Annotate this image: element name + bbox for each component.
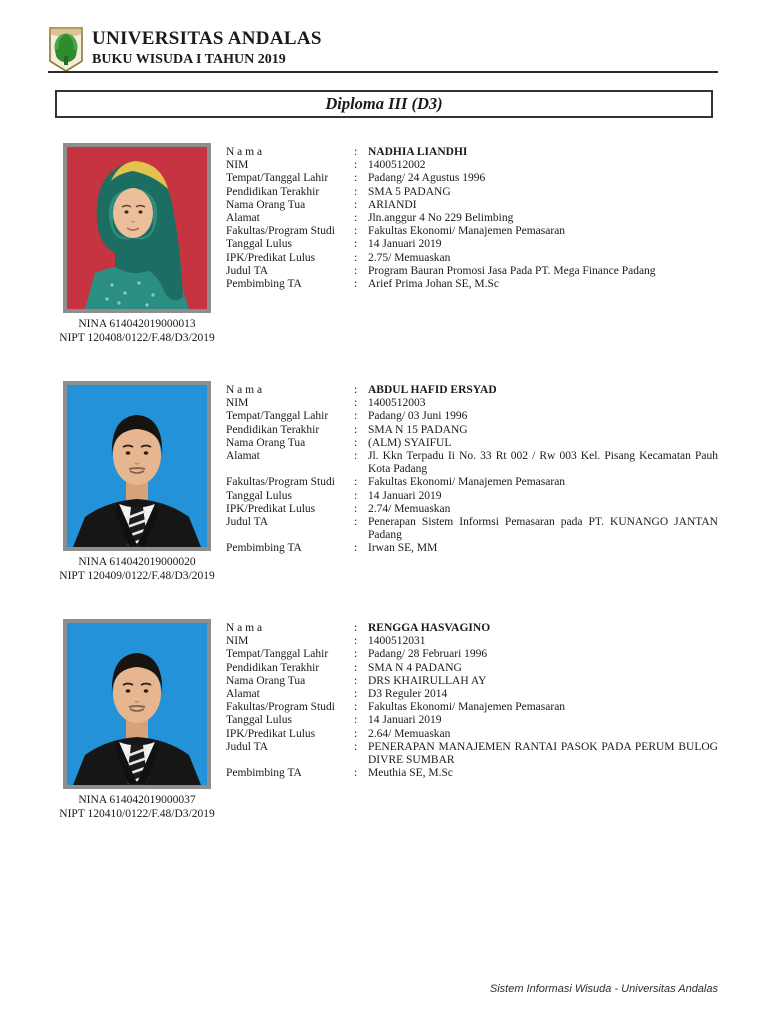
field-value: Jln.anggur 4 No 229 Belimbing (368, 212, 514, 225)
detail-row (226, 159, 718, 172)
field-colon: : (354, 727, 358, 740)
field-label: Alamat (226, 450, 260, 463)
field-label: IPK/Predikat Lulus (226, 727, 316, 740)
field-label: Alamat (226, 688, 260, 701)
field-label: N a m a (226, 622, 263, 634)
detail-row (226, 225, 718, 238)
field-colon: : (354, 450, 358, 463)
university-logo-icon (48, 26, 84, 73)
detail-row (226, 701, 718, 714)
field-value: 14 Januari 2019 (368, 489, 442, 502)
field-label: Tanggal Lulus (226, 238, 292, 251)
field-colon: : (354, 185, 358, 198)
field-value: Padang/ 28 Februari 1996 (368, 648, 488, 661)
field-label: Judul TA (226, 516, 268, 529)
field-value: ABDUL HAFID ERSYAD (368, 384, 497, 396)
field-value: RENGGA HASVAGINO (368, 622, 491, 634)
field-colon: : (354, 410, 358, 423)
field-label: IPK/Predikat Lulus (226, 502, 316, 515)
field-colon: : (354, 635, 358, 648)
detail-row (226, 212, 718, 225)
detail-row (226, 199, 718, 212)
field-value: 14 Januari 2019 (368, 714, 442, 727)
field-colon: : (354, 516, 358, 529)
section-title: Diploma III (D3) (325, 94, 443, 113)
field-colon: : (354, 622, 358, 634)
field-label: Nama Orang Tua (226, 198, 306, 211)
student-photo (63, 619, 211, 789)
field-value: SMA 5 PADANG (368, 185, 451, 198)
field-label: Pembimbing TA (226, 278, 302, 291)
detail-row (226, 542, 718, 555)
field-value: 1400512003 (368, 397, 426, 410)
field-value: Irwan SE, MM (368, 542, 438, 555)
detail-row (226, 741, 718, 767)
detail-row (226, 635, 718, 648)
detail-row (226, 476, 718, 489)
field-label: Tempat/Tanggal Lahir (226, 410, 329, 423)
detail-row (226, 516, 718, 542)
detail-row (226, 450, 718, 476)
field-label: Tanggal Lulus (226, 489, 292, 502)
field-colon: : (354, 767, 358, 780)
field-value: Fakultas Ekonomi/ Manajemen Pemasaran (368, 225, 566, 238)
photo-column (48, 141, 226, 345)
field-label: N a m a (226, 384, 263, 396)
field-colon: : (354, 489, 358, 502)
field-value: PENERAPAN MANAJEMEN RANTAI PASOK PADA PERUM BULOG DIVRE SUMBAR (368, 740, 718, 767)
detail-row (226, 490, 718, 503)
detail-row (226, 278, 718, 291)
field-colon: : (354, 397, 358, 410)
detail-row (226, 767, 718, 780)
field-value: Program Bauran Promosi Jasa Pada PT. Mega Finance Padang (368, 264, 656, 277)
detail-row (226, 410, 718, 423)
field-label: Alamat (226, 212, 260, 225)
field-colon: : (354, 198, 358, 211)
student-details (226, 141, 718, 345)
field-value: (ALM) SYAIFUL (368, 436, 452, 449)
student-photo (63, 143, 211, 313)
photo-column (48, 617, 226, 821)
field-colon: : (354, 661, 358, 674)
detail-row (226, 238, 718, 251)
field-colon: : (354, 740, 358, 753)
field-colon: : (354, 542, 358, 555)
student-record (48, 141, 718, 345)
student-record (48, 379, 718, 583)
detail-row (226, 172, 718, 185)
field-value: SMA N 4 PADANG (368, 661, 462, 674)
nina-number: NINA 614042019000013 (78, 318, 196, 330)
field-colon: : (354, 212, 358, 225)
detail-row (226, 397, 718, 410)
field-label: Pembimbing TA (226, 542, 302, 555)
field-colon: : (354, 714, 358, 727)
field-label: Fakultas/Program Studi (226, 225, 335, 238)
field-colon: : (354, 436, 358, 449)
field-value: 2.74/ Memuaskan (368, 502, 451, 515)
field-label: Pendidikan Terakhir (226, 423, 320, 436)
field-colon: : (354, 146, 358, 158)
detail-row (226, 648, 718, 661)
field-value: Penerapan Sistem Informsi Pemasaran pada PT. KUNANGO JANTAN Padang (368, 516, 718, 542)
field-label: N a m a (226, 146, 263, 158)
field-label: Tempat/Tanggal Lahir (226, 172, 329, 185)
detail-row (226, 728, 718, 741)
field-label: IPK/Predikat Lulus (226, 251, 316, 264)
student-record (48, 617, 718, 821)
field-value: NADHIA LIANDHI (368, 146, 468, 158)
field-label: Pendidikan Terakhir (226, 185, 320, 198)
detail-row (226, 437, 718, 450)
male-portrait-graphic (67, 385, 207, 547)
detail-row (226, 662, 718, 675)
field-colon: : (354, 423, 358, 436)
detail-row (226, 622, 718, 635)
student-list (48, 141, 718, 855)
photo-column (48, 379, 226, 583)
field-colon: : (354, 264, 358, 277)
detail-row (226, 265, 718, 278)
field-label: Judul TA (226, 264, 268, 277)
footer-text: Sistem Informasi Wisuda - Universitas Andalas (489, 983, 718, 995)
field-label: Nama Orang Tua (226, 674, 306, 687)
field-colon: : (354, 502, 358, 515)
field-label: Pendidikan Terakhir (226, 661, 320, 674)
student-photo (63, 381, 211, 551)
field-colon: : (354, 688, 358, 701)
detail-row (226, 146, 718, 159)
photo-caption (48, 793, 226, 821)
field-colon: : (354, 648, 358, 661)
field-label: Fakultas/Program Studi (226, 701, 335, 714)
field-value: Arief Prima Johan SE, M.Sc (368, 278, 499, 291)
detail-row (226, 186, 718, 199)
field-colon: : (354, 225, 358, 238)
field-colon: : (354, 701, 358, 714)
field-value: 14 Januari 2019 (368, 238, 442, 251)
field-label: Judul TA (226, 740, 268, 753)
detail-row (226, 503, 718, 516)
header-titles (92, 26, 322, 68)
nipt-number: NIPT 120408/0122/F.48/D3/2019 (59, 332, 215, 344)
field-label: NIM (226, 635, 249, 648)
field-colon: : (354, 384, 358, 396)
female-portrait-graphic (67, 147, 207, 309)
field-value: 2.64/ Memuaskan (368, 727, 451, 740)
field-value: DRS KHAIRULLAH AY (368, 674, 487, 687)
student-details (226, 617, 718, 821)
field-colon: : (354, 278, 358, 291)
nipt-number: NIPT 120410/0122/F.48/D3/2019 (59, 808, 215, 820)
nina-number: NINA 614042019000037 (78, 794, 196, 806)
student-details (226, 379, 718, 583)
header-divider (48, 71, 718, 73)
field-value: Fakultas Ekonomi/ Manajemen Pemasaran (368, 701, 566, 714)
field-label: NIM (226, 159, 249, 172)
field-colon: : (354, 159, 358, 172)
field-value: Jl. Kkn Terpadu Ii No. 33 Rt 002 / Rw 003 Kel. Pisang Kecamatan Pauh Kota Padang (368, 450, 718, 476)
book-title: BUKU WISUDA I TAHUN 2019 (92, 52, 286, 67)
field-value: ARIANDI (368, 198, 417, 211)
document-header (48, 26, 718, 73)
field-label: Fakultas/Program Studi (226, 476, 335, 489)
field-value: 1400512031 (368, 635, 426, 648)
field-value: Fakultas Ekonomi/ Manajemen Pemasaran (368, 476, 566, 489)
section-title-box (55, 90, 713, 118)
field-label: Tempat/Tanggal Lahir (226, 648, 329, 661)
university-name: UNIVERSITAS ANDALAS (92, 28, 322, 49)
field-colon: : (354, 172, 358, 185)
photo-caption (48, 317, 226, 345)
field-value: D3 Reguler 2014 (368, 688, 448, 701)
field-label: Tanggal Lulus (226, 714, 292, 727)
field-colon: : (354, 238, 358, 251)
detail-row (226, 252, 718, 265)
field-label: Pembimbing TA (226, 767, 302, 780)
detail-row (226, 675, 718, 688)
field-value: Meuthia SE, M.Sc (368, 767, 453, 780)
photo-caption (48, 555, 226, 583)
detail-row (226, 424, 718, 437)
field-label: Nama Orang Tua (226, 436, 306, 449)
detail-row (226, 384, 718, 397)
nina-number: NINA 614042019000020 (78, 556, 196, 568)
field-value: Padang/ 03 Juni 1996 (368, 410, 468, 423)
detail-row (226, 688, 718, 701)
detail-row (226, 714, 718, 727)
male-portrait-graphic (67, 623, 207, 785)
field-value: Padang/ 24 Agustus 1996 (368, 172, 486, 185)
field-label: NIM (226, 397, 249, 410)
field-value: 1400512002 (368, 159, 426, 172)
field-colon: : (354, 476, 358, 489)
field-colon: : (354, 674, 358, 687)
field-colon: : (354, 251, 358, 264)
field-value: SMA N 15 PADANG (368, 423, 468, 436)
field-value: 2.75/ Memuaskan (368, 251, 451, 264)
nipt-number: NIPT 120409/0122/F.48/D3/2019 (59, 570, 215, 582)
